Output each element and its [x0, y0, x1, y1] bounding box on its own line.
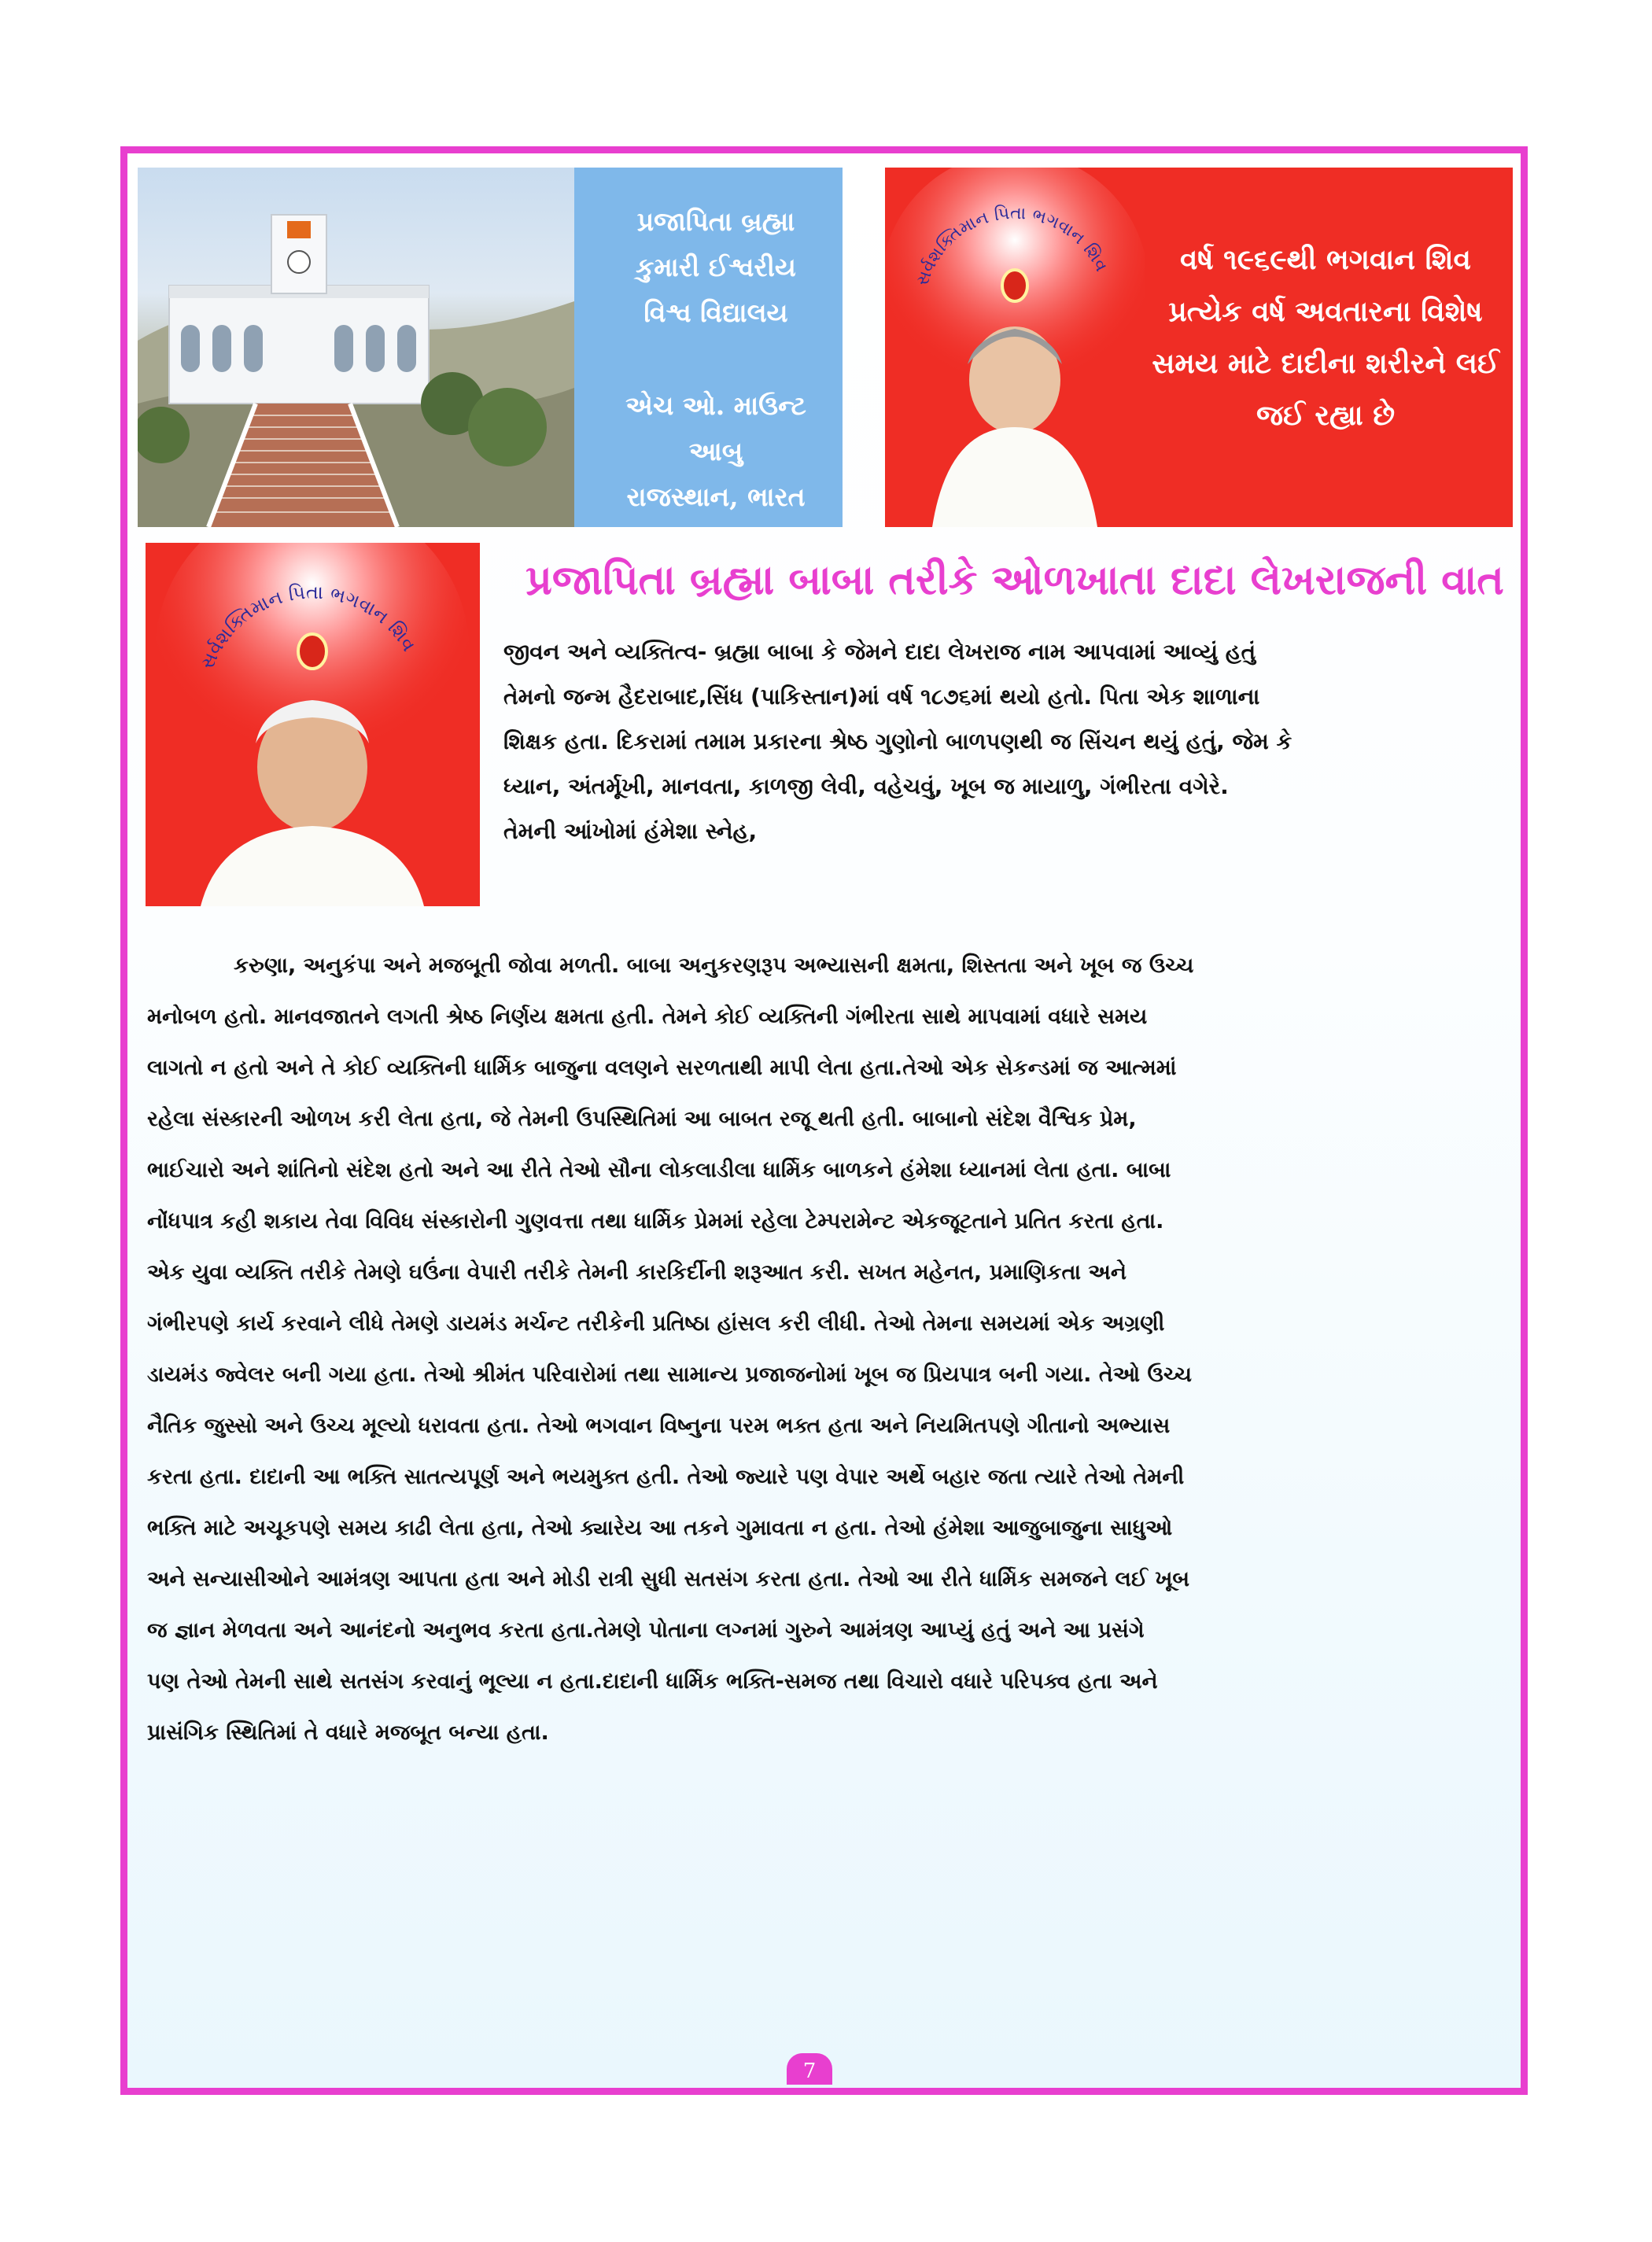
announcement-line-4: જઈ રહ્યા છે: [1256, 400, 1396, 432]
baba-garment: [201, 826, 424, 906]
body-line: નોંધપાત્ર કહી શકાય તેવા વિવિધ સંસ્કારોની ગુણવત્તા તથા ધાર્મિક પ્રેમમાં રહેલા ટેમ્પરામેન્ટ એકજૂટતાને પ્રતિત કરતા હતા.: [147, 1209, 1164, 1233]
announcement-line-3: સમય માટે દાદીના શરીરને લઈ: [1152, 348, 1499, 380]
intro-line: તેમની આંખોમાં હંમેશા સ્નેહ,: [503, 818, 758, 844]
article-heading: પ્રજાપિતા બ્રહ્મા બાબા તરીકે ઓળખાતા દાદા લેખરાજની વાત: [525, 557, 1504, 604]
intro-paragraph: [503, 629, 1514, 854]
body-line: મનોબળ હતો. માનવજાતને લગતી શ્રેષ્ઠ નિર્ણય ક્ષમતા હતી. તેમને કોઈ વ્યક્તિની ગંભીરતા સાથે માપવામાં વધારે સમય: [147, 1005, 1148, 1029]
body-line: અને સન્યાસીઓને આમંત્રણ આપતા હતા અને મોડી રાત્રી સુધી સતસંગ કરતા હતા. તેઓ આ રીતે ધાર્મિક સમજને લઈ ખૂબ: [147, 1567, 1190, 1591]
arc-text-1: સર્વશક્તિમાન પિતા ભગવાન શિવ: [913, 203, 1112, 289]
dadi-garment: [932, 427, 1097, 527]
intro-line: તેમનો જન્મ હૈદરાબાદ,સિંધ (પાકિસ્તાન)માં વર્ષ ૧૮૭૬માં થયો હતો. પિતા એક શાળાના: [503, 684, 1260, 710]
building-photo: [138, 168, 574, 527]
intro-line: ધ્યાન, અંતર્મૂખી, માનવતા, કાળજી લેવી, વહેચવું, ખૂબ જ માયાળુ, ગંભીરતા વગેરે.: [503, 773, 1229, 799]
baba-portrait: [146, 543, 480, 906]
announcement-line-2: પ્રત્યેક વર્ષ અવતારના વિશેષ: [1168, 296, 1483, 328]
institution-line-3: વિશ્વ વિદ્યાલય: [643, 297, 788, 328]
address-line-1: એચ ઓ. માઉન્ટ આબુ: [625, 390, 806, 466]
body-line: રહેલા સંસ્કારની ઓળખ કરી લેતા હતા, જે તેમની ઉપસ્થિતિમાં આ બાબત રજૂ થતી હતી. બાબાનો સંદેશ વૈશ્વિક પ્રેમ,: [147, 1107, 1137, 1131]
body-line: કરતા હતા. દાદાની આ ભક્તિ સાતત્યપૂર્ણ અને ભયમુક્ત હતી. તેઓ જ્યારે પણ વેપાર અર્થે બહાર જતા ત્યારે તેઓ તેમની: [147, 1465, 1185, 1489]
body-line: ડાયમંડ જ્વેલર બની ગયા હતા. તેઓ શ્રીમંત પરિવારોમાં તથા સામાન્ય પ્રજાજનોમાં ખૂબ જ પ્રિયપાત્ર બની ગયા. તેઓ ઉચ્ચ: [147, 1363, 1192, 1387]
institution-text: [598, 199, 834, 520]
body-line: પણ તેઓ તેમની સાથે સતસંગ કરવાનું ભૂલ્યા ન હતા.દાદાની ધાર્મિક ભક્તિ-સમજ તથા વિચારો વધારે પરિપક્વ હતા અને: [147, 1669, 1158, 1694]
body-line: ગંભીરપણે કાર્ય કરવાને લીધે તેમણે ડાયમંડ મર્ચન્ટ તરીકેની પ્રતિષ્ઠા હાંસલ કરી લીધી. તેઓ તેમના સમયમાં એક અગ્રણી: [147, 1311, 1165, 1336]
body-line: પ્રાસંગિક સ્થિતિમાં તે વધારે મજબૂત બન્યા હતા.: [147, 1720, 549, 1745]
body-line: કરુણા, અનુકંપા અને મજબૂતી જોવા મળતી. બાબા અનુકરણરૂપ અભ્યાસની ક્ષમતા, શિસ્તતા અને ખૂબ જ ઉચ્ચ: [234, 953, 1194, 978]
shiva-light-icon: [1002, 270, 1027, 301]
intro-line: જીવન અને વ્યક્તિત્વ- બ્રહ્મા બાબા કે જેમને દાદા લેખરાજ નામ આપવામાં આવ્યું હતું: [503, 639, 1256, 665]
baba-portrait-panel: [146, 543, 480, 906]
dadi-portrait-glow: [885, 168, 1145, 527]
announcement-text: [1145, 234, 1506, 442]
institution-line-2: કુમારી ઈશ્વરીય: [636, 252, 796, 282]
body-paragraph: [147, 940, 1516, 1758]
institution-line-1: પ્રજાપિતા બ્રહ્મા: [636, 206, 795, 237]
intro-line: શિક્ષક હતા. દિકરામાં તમામ પ્રકારના શ્રેષ્ઠ ગુણોનો બાળપણથી જ સિંચન થયું હતું, જેમ કે: [503, 728, 1292, 754]
arc-text-2: સર્વશક્તિમાન પિતા ભગવાન શિવ: [196, 581, 421, 673]
body-line: નૈતિક જુસ્સો અને ઉચ્ચ મૂલ્યો ધરાવતા હતા. તેઓ ભગવાન વિષ્નુના પરમ ભક્ત હતા અને નિયમિતપણે ગીતાનો અભ્યાસ: [147, 1414, 1171, 1438]
body-line: એક યુવા વ્યક્તિ તરીકે તેમણે ઘઉંના વેપારી તરીકે તેમની કારકિર્દીની શરૂઆત કરી. સખત મહેનત, પ્રમાણિકતા અને: [147, 1260, 1127, 1285]
shiva-light-icon: [298, 634, 326, 669]
body-line: જ જ્ઞાન મેળવતા અને આનંદનો અનુભવ કરતા હતા.તેમણે પોતાના લગ્નમાં ગુરુને આમંત્રણ આપ્યું હતું અને આ પ્રસંગે: [147, 1618, 1145, 1643]
body-line: ભક્તિ માટે અચૂકપણે સમય કાઢી લેતા હતા, તેઓ ક્યારેય આ તકને ગુમાવતા ન હતા. તેઓ હંમેશા આજુબાજુના સાધુઓ: [147, 1516, 1173, 1540]
body-line: લાગતો ન હતો અને તે કોઈ વ્યક્તિની ધાર્મિક બાજુના વલણને સરળતાથી માપી લેતા હતા.તેઓ એક સેકન્ડમાં જ આત્મમાં: [147, 1056, 1177, 1080]
header-panel-announcement: [885, 168, 1513, 527]
body-line: ભાઈચારો અને શાંતિનો સંદેશ હતો અને આ રીતે તેઓ સૌના લોકલાડીલા ધાર્મિક બાળકને હંમેશા ધ્યાનમાં લેતા હતા. બાબા: [147, 1158, 1171, 1182]
header-panel-institution: [138, 168, 843, 527]
building-illustration: [138, 168, 574, 527]
address-line-2: રાજસ્થાન, ભારત: [626, 481, 806, 512]
announcement-line-1: વર્ષ ૧૯૬૯થી ભગવાન શિવ: [1180, 244, 1471, 276]
page-number: 7: [787, 2053, 832, 2085]
